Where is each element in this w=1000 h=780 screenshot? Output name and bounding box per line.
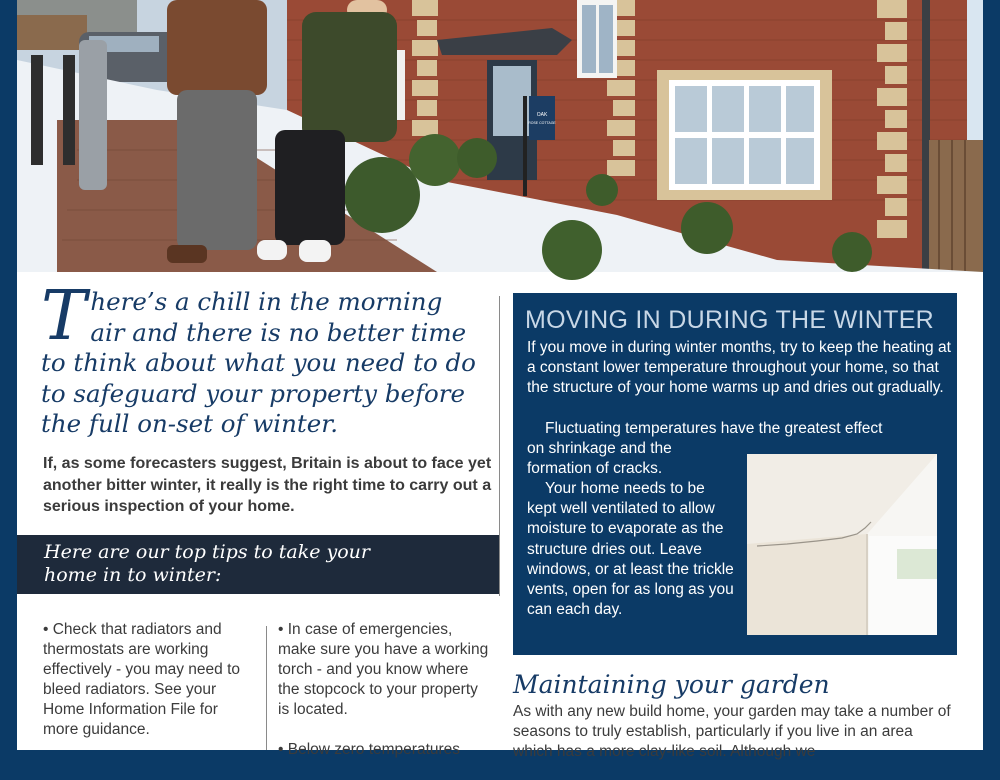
winter-box-title: MOVING IN DURING THE WINTER — [525, 306, 935, 334]
tips-header-bar — [17, 535, 499, 594]
tips-column-2 — [278, 620, 493, 780]
house-illustration — [17, 0, 983, 272]
lead-paragraph: If, as some forecasters suggest, Britain is about to face yet another bitter winter, it really is the right time to carry out a serious inspection of your home. — [43, 455, 492, 515]
tip-item: • Below zero temperatures — [278, 741, 461, 758]
wall-crack-photo — [747, 454, 937, 635]
intro-text: here’s a chill in the morning air and there is no better time to think about what you need to do to safeguard your property before the full on-set of winter. — [41, 287, 476, 438]
tip-item: • Check that radiators and thermostats are working effectively - you may need to bleed radiators. See your Home Information File for more guidance. — [43, 621, 241, 738]
intro-quote — [41, 277, 481, 440]
garden-paragraph: As with any new build home, your garden may take a number of seasons to truly establish, particularly if you live in an area which has a more clay-like soil. Although we — [513, 703, 951, 760]
tips-column-1 — [43, 620, 253, 760]
tips-header-line2: home in to winter: — [44, 564, 222, 586]
winter-paragraph-3-text: Your home needs to be kept well ventilated to allow moisture to evaporate as the structure dries out. Leave windows, or at least the trickle vents, open for as long as you can each day. — [527, 480, 734, 619]
tips-header-line1: Here are our top tips to take your — [44, 541, 370, 563]
crack-illustration — [747, 454, 937, 635]
tip-item: • In case of emergencies, make sure you have a working torch - and you know where the stopcock to your property is located. — [278, 621, 489, 718]
sign-text-1: OAK — [536, 112, 548, 118]
hero-photo — [17, 0, 983, 272]
winter-paragraph-3 — [527, 479, 737, 620]
winter-paragraph-2-line1: Fluctuating temperatures have the greatest effect — [545, 420, 883, 437]
garden-heading: Maintaining your garden — [513, 670, 830, 699]
sign-text-2: ROSE COTTAGE — [528, 121, 556, 125]
column-divider — [499, 296, 500, 596]
tips-divider — [266, 626, 267, 750]
winter-paragraph-2-line2: on shrinkage and the formation of cracks. — [527, 440, 672, 478]
newsletter-page — [17, 0, 983, 760]
winter-info-box — [513, 293, 957, 655]
drop-cap: T — [41, 277, 87, 356]
winter-paragraph-1: If you move in during winter months, try to keep the heating at a constant lower temperature throughout your home, so that the structure of your home warms up and dries out gradually. — [527, 339, 951, 397]
